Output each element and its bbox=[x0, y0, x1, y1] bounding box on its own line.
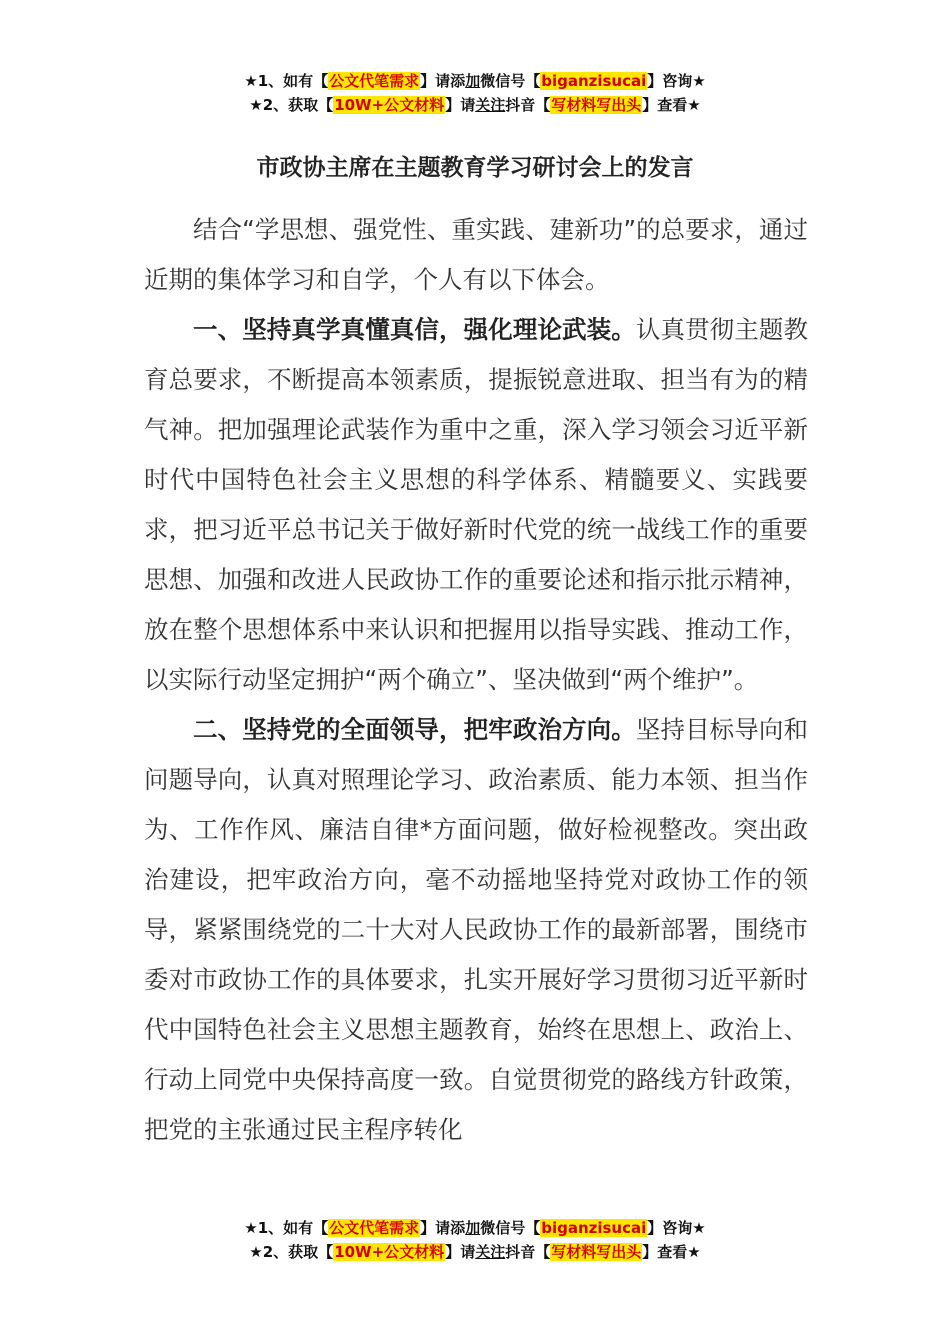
banner-line-1: ★1、如有【公文代笔需求】请添加微信号【biganzisucai】咨询★ bbox=[244, 72, 706, 90]
highlight-wechat-id: biganzisucai bbox=[541, 72, 647, 90]
section-1-paragraph: 一、坚持真学真懂真信，强化理论武装。认真贯彻主题教育总要求，不断提高本领素质，提振锐意进取、担当有为的精气神。把加强理论武装作为重中之重，深入学习领会习近平新时代中国特色社会主义思想的科学体系、精髓要义、实践要求，把习近平总书记关于做好新时代党的统一战线工作的重要思想、加强和改进人民政协工作的重要论述和指示批示精神，放在整个思想体系中来认识和把握用以指导实践、推动工作，以实际行动坚定拥护“两个确立”、坚决做到“两个维护”。 bbox=[144, 315, 808, 694]
header-banner bbox=[0, 69, 950, 117]
banner-line-1: ★1、如有【公文代笔需求】请添加微信号【biganzisucai】咨询★ bbox=[244, 1219, 706, 1237]
highlight-materials: 10W+公文材料 bbox=[334, 1243, 445, 1261]
highlight-wechat-id: biganzisucai bbox=[541, 1219, 647, 1237]
highlight-douyin: 写材料写出头 bbox=[551, 1243, 642, 1261]
document-title: 市政协主席在主题教育学习研讨会上的发言 bbox=[256, 155, 694, 181]
document-body bbox=[144, 205, 808, 1155]
footer-banner bbox=[0, 1216, 950, 1264]
banner-line-2: ★2、获取【10W+公文材料】请关注抖音【写材料写出头】查看★ bbox=[249, 1243, 701, 1261]
section-2-heading: 二、坚持党的全面领导，把牢政治方向。 bbox=[193, 715, 636, 744]
highlight-service: 公文代笔需求 bbox=[329, 1219, 420, 1237]
intro-paragraph: 结合“学思想、强党性、重实践、建新功”的总要求，通过近期的集体学习和自学，个人有以下体会。 bbox=[144, 215, 808, 294]
highlight-service: 公文代笔需求 bbox=[329, 72, 420, 90]
section-1-heading: 一、坚持真学真懂真信，强化理论武装。 bbox=[193, 315, 636, 344]
highlight-materials: 10W+公文材料 bbox=[334, 96, 445, 114]
highlight-douyin: 写材料写出头 bbox=[551, 96, 642, 114]
section-2-paragraph: 二、坚持党的全面领导，把牢政治方向。坚持目标导向和问题导向，认真对照理论学习、政治素质、能力本领、担当作为、工作作风、廉洁自律*方面问题，做好检视整改。突出政治建设，把牢政治方向，毫不动摇地坚持党对政协工作的领导，紧紧围绕党的二十大对人民政协工作的最新部署，围绕市委对市政协工作的具体要求，扎实开展好学习贯彻习近平新时代中国特色社会主义思想主题教育，始终在思想上、政治上、行动上同党中央保持高度一致。自觉贯彻党的路线方针政策，把党的主张通过民主程序转化 bbox=[144, 715, 808, 1144]
banner-line-2: ★2、获取【10W+公文材料】请关注抖音【写材料写出头】查看★ bbox=[249, 96, 701, 114]
